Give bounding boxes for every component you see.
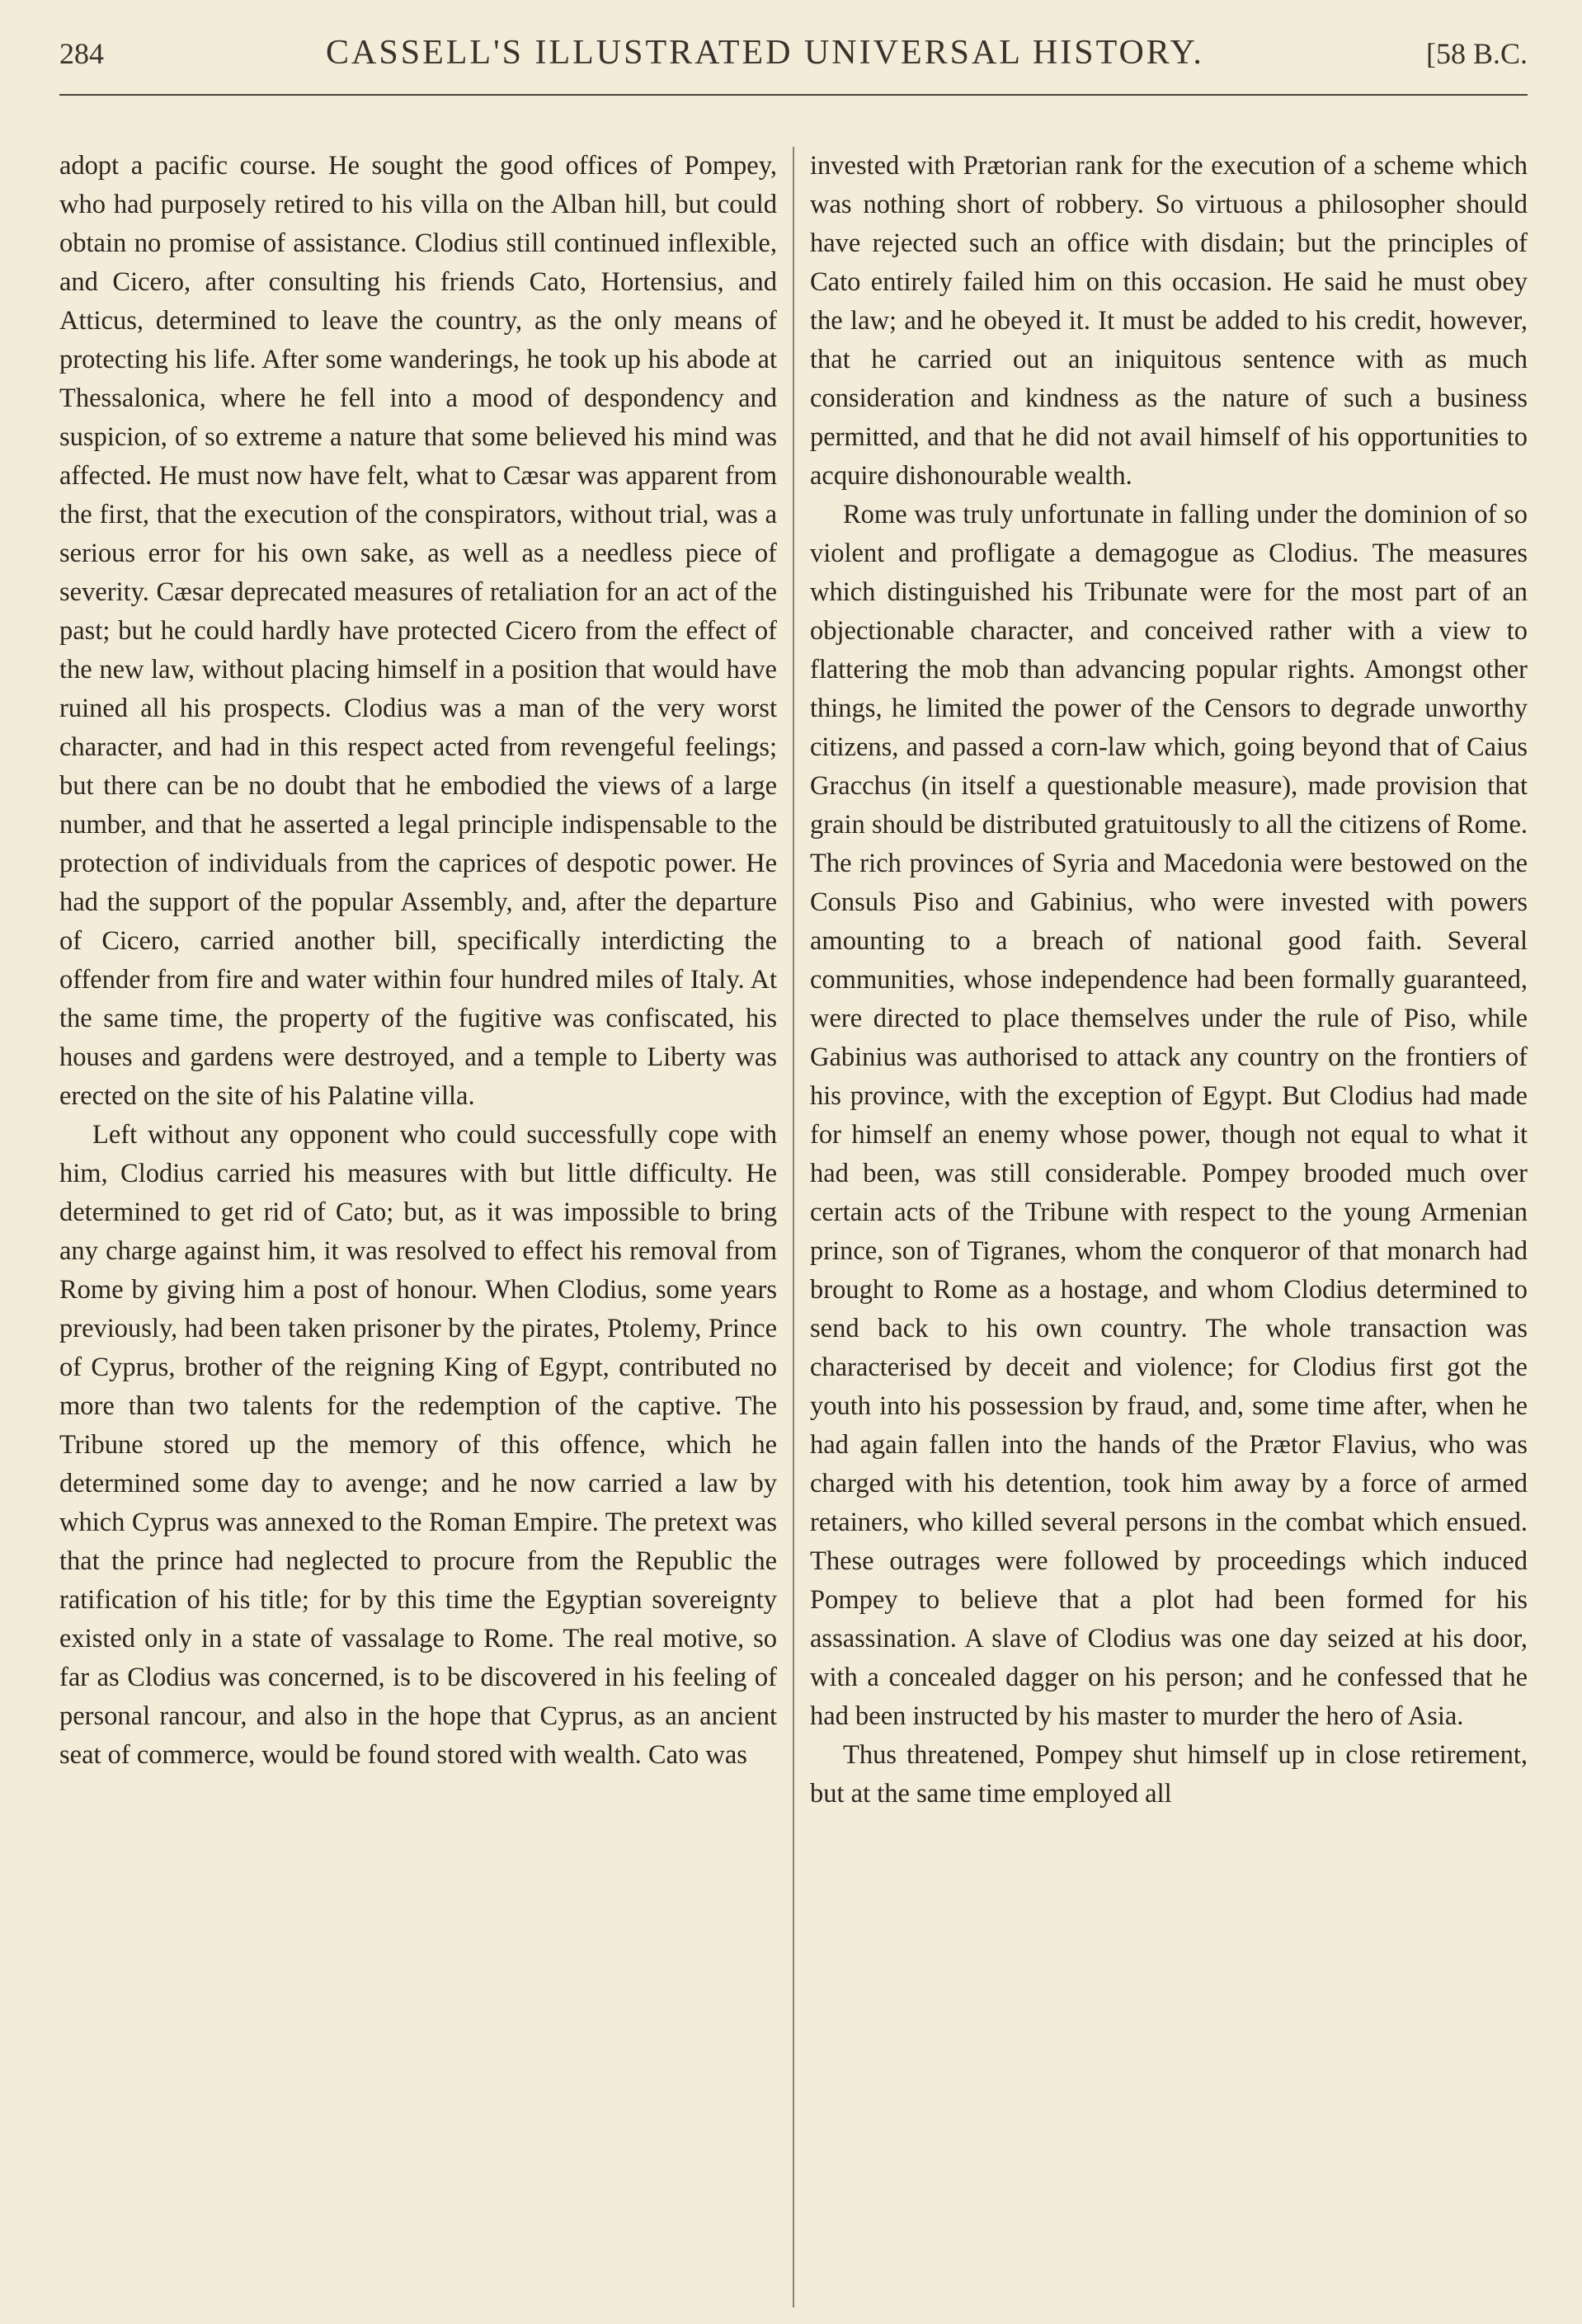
paragraph: invested with Prætorian rank for the execution of a scheme which was nothing short of robbery. So virtuous a philosopher should have rejected such an office with disdain; but the principles of Cato entirely failed him on this occasion. He said he must obey the law; and he obeyed it. It must be added to his credit, however, that he carried out an iniquitous sentence with as much consideration and kindness as the nature of such a business permitted, and that he did not avail himself of his opportunities to acquire dishonourable wealth. bbox=[810, 151, 1528, 491]
column-divider bbox=[793, 147, 794, 2308]
paragraph: Rome was truly unfortunate in falling under the dominion of so violent and profligate a demagogue as Clodius. The measures which distinguished his Tribunate were for the most part of an objectionable character, and conceived rather with a view to flattering the mob than advancing popular rights. Amongst other things, he limited the power of the Censors to degrade unworthy citizens, and passed a corn-law which, going beyond that of Caius Gracchus (in itself a questionable measure), made provision that grain should be distributed gratuitously to all the citizens of Rome. The rich provinces of Syria and Macedonia were bestowed on the Consuls Piso and Gabinius, who were invested with powers amounting to a breach of national good faith. Several communities, whose independence had been formally guaranteed, were directed to place themselves under the rule of Piso, while Gabinius was authorised to attack any country on the frontiers of his province, with the exception of Egypt. But Clodius had made for himself an enemy whose power, though not equal to what it had been, was still considerable. Pompey brooded much over certain acts of the Tribune with respect to the young Armenian prince, son of Tigranes, whom the conqueror of that monarch had brought to Rome as a hostage, and whom Clodius determined to send back to his own country. The whole transaction was characterised by deceit and violence; for Clodius first got the youth into his possession by fraud, and, some time after, when he had again fallen into the hands of the Prætor Flavius, who was charged with his detention, took him away by a force of armed retainers, who killed several persons in the combat which ensued. These outrages were followed by proceedings which induced Pompey to believe that a plot had been formed for his assassination. A slave of Clodius was one day seized at his door, with a concealed dagger on his person; and he confessed that he had been instructed by his master to murder the hero of Asia. bbox=[810, 500, 1528, 1731]
page-number: 284 bbox=[59, 37, 104, 70]
right-column bbox=[810, 147, 1528, 2324]
paragraph: Left without any opponent who could successfully cope with him, Clodius carried his measures with but little difficulty. He determined to get rid of Cato; but, as it was impossible to bring any charge against him, it was resolved to effect his removal from Rome by giving him a post of honour. When Clodius, some years previously, had been taken prisoner by the pirates, Ptolemy, Prince of Cyprus, brother of the reigning King of Egypt, contributed no more than two talents for the redemption of the captive. The Tribune stored up the memory of this offence, which he determined some day to avenge; and he now carried a law by which Cyprus was annexed to the Roman Empire. The pretext was that the prince had neglected to procure from the Republic the ratification of his title; for by this time the Egyptian sovereignty existed only in a state of vassalage to Rome. The real motive, so far as Clodius was concerned, is to be discovered in his feeling of personal rancour, and also in the hope that Cyprus, as an ancient seat of commerce, would be found stored with wealth. Cato was bbox=[59, 1120, 777, 1770]
left-column bbox=[59, 147, 777, 2324]
running-title: CASSELL'S ILLUSTRATED UNIVERSAL HISTORY. bbox=[326, 34, 1204, 72]
paragraph: adopt a pacific course. He sought the good offices of Pompey, who had purposely retired to his villa on the Alban hill, but could obtain no promise of assistance. Clodius still continued inflexible, and Cicero, after consulting his friends Cato, Hortensius, and Atticus, determined to leave the country, as the only means of protecting his life. After some wanderings, he took up his abode at Thessalonica, where he fell into a mood of despondency and suspicion, of so extreme a nature that some believed his mind was affected. He must now have felt, what to Cæsar was apparent from the first, that the execution of the conspirators, without trial, was a serious error for his own sake, as well as a needless piece of severity. Cæsar deprecated measures of retaliation for an act of the past; but he could hardly have protected Cicero from the effect of the new law, without placing himself in a position that would have ruined all his prospects. Clodius was a man of the very worst character, and had in this respect acted from revengeful feelings; but there can be no doubt that he embodied the views of a large number, and that he asserted a legal principle indispensable to the protection of individuals from the caprices of despotic power. He had the support of the popular Assembly, and, after the departure of Cicero, carried another bill, specifically interdicting the offender from fire and water within four hundred miles of Italy. At the same time, the property of the fugitive was confiscated, his houses and gardens were destroyed, and a temple to Liberty was erected on the site of his Palatine villa. bbox=[59, 151, 777, 1111]
date-marker: [58 B.C. bbox=[1425, 37, 1528, 70]
paragraph: Thus threatened, Pompey shut himself up in close retirement, but at the same time employed all bbox=[810, 1740, 1528, 1809]
text-columns bbox=[59, 147, 1528, 2324]
page-header bbox=[59, 33, 1528, 96]
